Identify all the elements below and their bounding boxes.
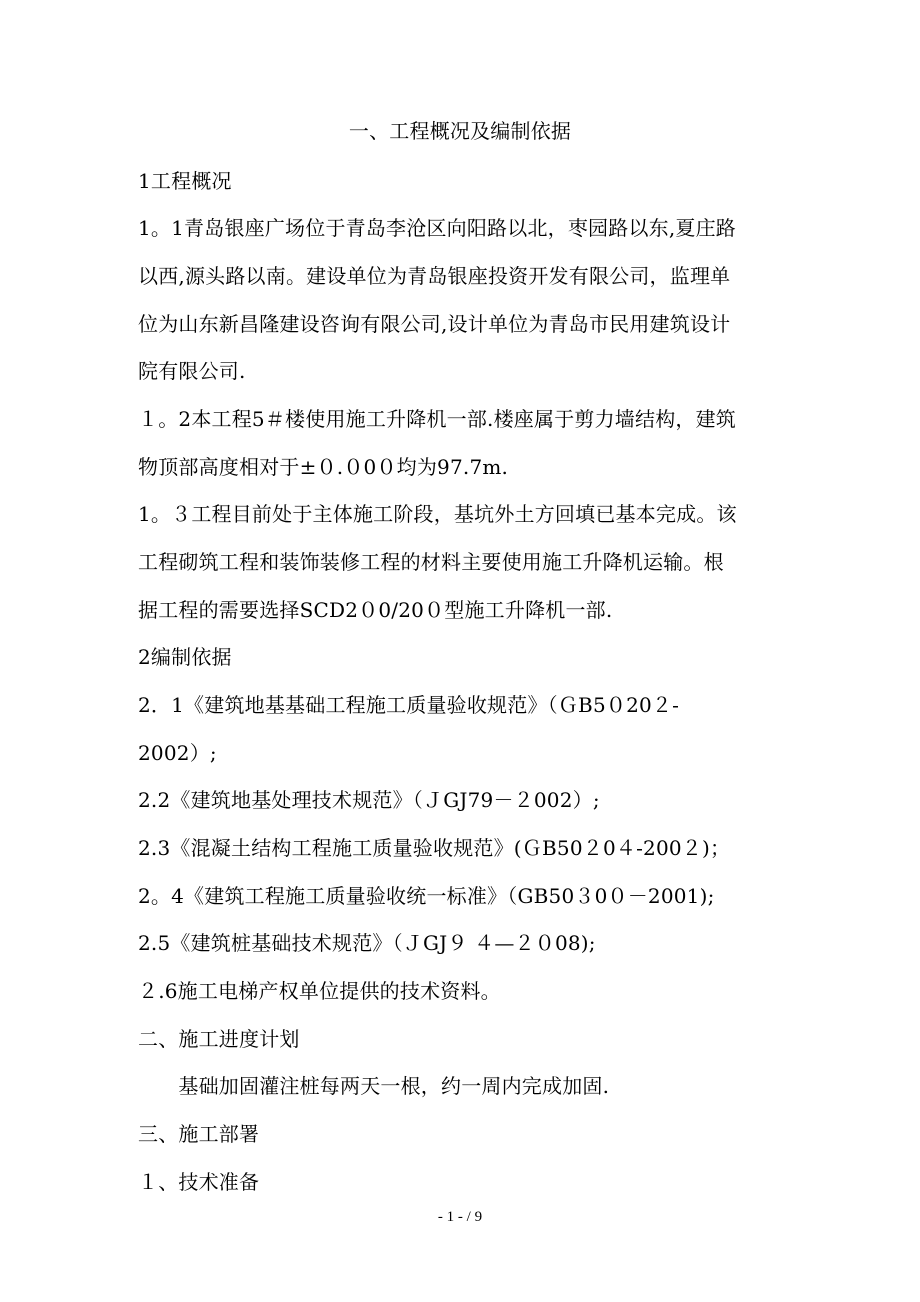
- heading-basis: 2编制依据: [138, 645, 232, 669]
- page-number: - 1 - / 9: [437, 1209, 483, 1225]
- reference-item: 2002）;: [138, 741, 217, 765]
- section-title: 一、工程概况及编制依据: [348, 119, 572, 143]
- reference-item: ２.6施工电梯产权单位提供的技术资料。: [138, 979, 501, 1003]
- paragraph-line: 工程砌筑工程和装饰装修工程的材料主要使用施工升降机运输。根: [138, 550, 724, 574]
- heading-technical-prep: １、技术准备: [138, 1170, 260, 1194]
- paragraph-line: 位为山东新昌隆建设咨询有限公司,设计单位为青岛市民用建筑设计: [138, 312, 731, 336]
- heading-schedule: 二、施工进度计划: [138, 1027, 300, 1051]
- paragraph-line: 基础加固灌注桩每两天一根，约一周内完成加固.: [138, 1074, 610, 1098]
- reference-item: 2.2《建筑地基处理技术规范》（ＪGJ79－２002）;: [138, 788, 600, 812]
- paragraph-line: １。2本工程5＃楼使用施工升降机一部.楼座属于剪力墙结构，建筑: [138, 407, 737, 431]
- reference-item: 2.3《混凝土结构工程施工质量验收规范》(ＧB50２0４-200２)；: [138, 836, 731, 860]
- paragraph-line: 1。1青岛银座广场位于青岛李沧区向阳路以北，枣园路以东,夏庄路: [138, 216, 737, 240]
- reference-item: 2.5《建筑桩基础技术规范》（ＪGJ９ ４—２０08);: [138, 931, 596, 955]
- reference-item: 2。4《建筑工程施工质量验收统一标准》（GB50３0０－2001);: [138, 884, 715, 908]
- paragraph-line: 以西,源头路以南。建设单位为青岛银座投资开发有限公司，监理单: [138, 264, 731, 288]
- heading-deployment: 三、施工部署: [138, 1122, 260, 1146]
- reference-item: 2．1《建筑地基基础工程施工质量验收规范》（ＧB5０20２-: [138, 693, 680, 717]
- paragraph-line: 1。３工程目前处于主体施工阶段，基坑外土方回填已基本完成。该: [138, 502, 737, 526]
- heading-project-overview: 1工程概况: [138, 169, 232, 193]
- paragraph-line: 据工程的需要选择SCD2０0/20０型施工升降机一部.: [138, 598, 613, 622]
- paragraph-line: 物顶部高度相对于±０.０0０均为97.7m.: [138, 455, 509, 479]
- paragraph-line: 院有限公司.: [138, 359, 246, 383]
